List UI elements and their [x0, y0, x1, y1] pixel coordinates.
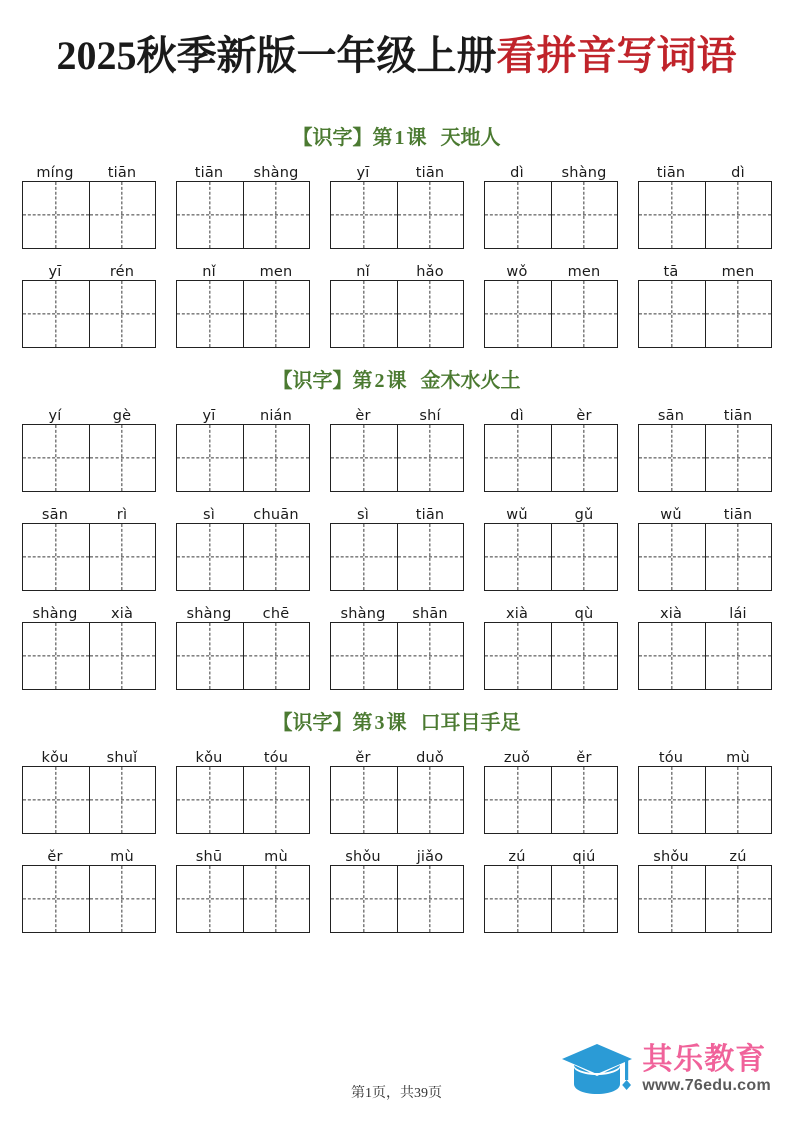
- word-item: [638, 744, 772, 834]
- tianzige-cell[interactable]: [177, 866, 243, 932]
- tianzige-cell[interactable]: [243, 182, 309, 248]
- pinyin-syllable: shàng: [186, 605, 232, 622]
- tianzige-cell[interactable]: [177, 524, 243, 590]
- pinyin-syllable: míng: [36, 164, 74, 181]
- tianzige-cell[interactable]: [89, 866, 155, 932]
- tianzige-box[interactable]: [638, 280, 772, 348]
- tianzige-box[interactable]: [638, 523, 772, 591]
- word-row: [0, 402, 793, 492]
- pinyin-syllable: shǒu: [345, 848, 381, 865]
- word-item: [484, 843, 618, 933]
- tianzige-box[interactable]: [176, 865, 310, 933]
- word-item: [22, 501, 156, 591]
- word-item: [22, 744, 156, 834]
- word-item: [22, 402, 156, 492]
- pinyin-syllable: tóu: [658, 749, 684, 766]
- pinyin-syllable: sì: [357, 506, 369, 523]
- bracket-close: 】: [332, 369, 353, 392]
- pinyin-syllable: xià: [659, 605, 683, 622]
- pinyin-syllable: kǒu: [195, 749, 223, 766]
- pinyin-pair: [22, 843, 156, 865]
- pinyin-syllable: lái: [729, 605, 747, 622]
- pinyin-pair: [22, 258, 156, 280]
- pinyin-syllable: tiān: [194, 164, 224, 181]
- section-category: 识字: [292, 369, 333, 392]
- brand-url: www.76edu.com: [642, 1076, 771, 1094]
- pinyin-pair: [22, 744, 156, 766]
- page-footer: [0, 1022, 793, 1108]
- section-heading: [0, 706, 793, 735]
- word-row: [0, 744, 793, 834]
- tianzige-box[interactable]: [330, 865, 464, 933]
- tianzige-box[interactable]: [484, 622, 618, 690]
- tianzige-cell[interactable]: [551, 281, 617, 347]
- pinyin-syllable: rì: [116, 506, 128, 523]
- tianzige-box[interactable]: [22, 766, 156, 834]
- section-heading: [0, 364, 793, 393]
- tianzige-cell[interactable]: [331, 623, 397, 689]
- tianzige-cell[interactable]: [23, 182, 89, 248]
- pinyin-syllable: gǔ: [574, 506, 594, 523]
- pinyin-syllable: tiān: [723, 407, 753, 424]
- pinyin-pair: [176, 501, 310, 523]
- pinyin-syllable: shuǐ: [106, 749, 138, 766]
- word-item: [638, 402, 772, 492]
- word-item: [330, 501, 464, 591]
- tianzige-cell[interactable]: [639, 767, 705, 833]
- tianzige-cell[interactable]: [89, 182, 155, 248]
- tianzige-box[interactable]: [176, 424, 310, 492]
- tianzige-cell[interactable]: [23, 281, 89, 347]
- word-item: [484, 744, 618, 834]
- pinyin-syllable: men: [721, 263, 755, 280]
- tianzige-cell[interactable]: [485, 623, 551, 689]
- tianzige-cell[interactable]: [639, 866, 705, 932]
- pinyin-syllable: nǐ: [202, 263, 216, 280]
- pinyin-syllable: chuān: [253, 506, 299, 523]
- pinyin-syllable: wǔ: [506, 506, 528, 523]
- tianzige-cell[interactable]: [89, 524, 155, 590]
- word-item: [22, 843, 156, 933]
- word-item: [484, 258, 618, 348]
- pinyin-pair: [176, 258, 310, 280]
- word-item: [22, 159, 156, 249]
- word-item: [176, 501, 310, 591]
- lesson-suffix: 课: [386, 711, 407, 734]
- pinyin-syllable: shǒu: [653, 848, 689, 865]
- pinyin-syllable: tiān: [723, 506, 753, 523]
- pinyin-syllable: ěr: [355, 749, 371, 766]
- pinyin-syllable: duǒ: [416, 749, 444, 766]
- pinyin-syllable: dì: [510, 164, 524, 181]
- pinyin-syllable: tiān: [415, 506, 445, 523]
- pinyin-pair: [638, 159, 772, 181]
- pinyin-syllable: yí: [48, 407, 62, 424]
- pinyin-pair: [330, 402, 464, 424]
- tianzige-cell[interactable]: [639, 425, 705, 491]
- pinyin-pair: [22, 501, 156, 523]
- word-row: [0, 159, 793, 249]
- pinyin-syllable: shàng: [340, 605, 386, 622]
- tianzige-box[interactable]: [484, 280, 618, 348]
- pinyin-syllable: tiān: [415, 164, 445, 181]
- lesson-suffix: 课: [386, 369, 407, 392]
- pinyin-syllable: zú: [729, 848, 747, 865]
- brand-logo-text: [642, 1042, 771, 1094]
- bracket-open: 【: [272, 369, 293, 392]
- tianzige-cell[interactable]: [551, 182, 617, 248]
- pinyin-pair: [638, 402, 772, 424]
- tianzige-cell[interactable]: [397, 425, 463, 491]
- word-item: [638, 258, 772, 348]
- pinyin-syllable: shàng: [253, 164, 299, 181]
- pinyin-syllable: qiú: [572, 848, 596, 865]
- tianzige-cell[interactable]: [397, 623, 463, 689]
- word-item: [484, 501, 618, 591]
- pinyin-syllable: wǒ: [506, 263, 528, 280]
- tianzige-cell[interactable]: [177, 182, 243, 248]
- pinyin-pair: [484, 744, 618, 766]
- pinyin-pair: [638, 258, 772, 280]
- pinyin-syllable: hǎo: [416, 263, 444, 280]
- section-category: 识字: [312, 126, 353, 149]
- pinyin-pair: [484, 843, 618, 865]
- pinyin-syllable: dì: [731, 164, 745, 181]
- tianzige-cell[interactable]: [89, 623, 155, 689]
- tianzige-cell[interactable]: [551, 767, 617, 833]
- pinyin-syllable: mù: [264, 848, 288, 865]
- pinyin-pair: [638, 501, 772, 523]
- tianzige-box[interactable]: [22, 523, 156, 591]
- word-item: [484, 159, 618, 249]
- tianzige-cell[interactable]: [639, 281, 705, 347]
- tianzige-cell[interactable]: [89, 425, 155, 491]
- pinyin-pair: [484, 258, 618, 280]
- pinyin-syllable: men: [567, 263, 601, 280]
- tianzige-cell[interactable]: [485, 767, 551, 833]
- pinyin-syllable: sān: [41, 506, 69, 523]
- tianzige-cell[interactable]: [243, 767, 309, 833]
- tianzige-cell[interactable]: [551, 425, 617, 491]
- pinyin-syllable: tiān: [107, 164, 137, 181]
- tianzige-box[interactable]: [484, 523, 618, 591]
- pinyin-pair: [176, 843, 310, 865]
- pinyin-syllable: èr: [355, 407, 371, 424]
- tianzige-cell[interactable]: [485, 425, 551, 491]
- pinyin-pair: [484, 600, 618, 622]
- tianzige-cell[interactable]: [243, 281, 309, 347]
- tianzige-cell[interactable]: [705, 182, 771, 248]
- word-item: [176, 258, 310, 348]
- pinyin-pair: [330, 744, 464, 766]
- pinyin-syllable: zuǒ: [503, 749, 531, 766]
- tianzige-box[interactable]: [176, 622, 310, 690]
- pinyin-syllable: sān: [657, 407, 685, 424]
- tianzige-cell[interactable]: [331, 281, 397, 347]
- pinyin-pair: [176, 159, 310, 181]
- pinyin-syllable: tóu: [263, 749, 289, 766]
- pinyin-syllable: shān: [412, 605, 448, 622]
- lesson-title: 口耳目手足: [420, 711, 521, 734]
- word-item: [638, 159, 772, 249]
- word-item: [330, 159, 464, 249]
- word-row: [0, 600, 793, 690]
- tianzige-cell[interactable]: [243, 623, 309, 689]
- tianzige-cell[interactable]: [705, 425, 771, 491]
- pinyin-syllable: ěr: [576, 749, 592, 766]
- pinyin-syllable: nián: [259, 407, 293, 424]
- lesson-prefix: 第: [352, 711, 373, 734]
- pinyin-pair: [638, 744, 772, 766]
- pinyin-syllable: yī: [202, 407, 216, 424]
- bracket-close: 】: [352, 126, 373, 149]
- word-item: [330, 402, 464, 492]
- word-item: [330, 258, 464, 348]
- tianzige-cell[interactable]: [705, 524, 771, 590]
- word-item: [484, 600, 618, 690]
- word-item: [330, 843, 464, 933]
- tianzige-cell[interactable]: [551, 623, 617, 689]
- pinyin-pair: [638, 843, 772, 865]
- tianzige-cell[interactable]: [331, 767, 397, 833]
- pinyin-pair: [176, 600, 310, 622]
- brand-logo: [560, 1040, 771, 1098]
- tianzige-box[interactable]: [638, 865, 772, 933]
- pinyin-syllable: dì: [510, 407, 524, 424]
- tianzige-cell[interactable]: [485, 524, 551, 590]
- pinyin-pair: [22, 600, 156, 622]
- pinyin-syllable: sì: [203, 506, 215, 523]
- tianzige-cell[interactable]: [485, 281, 551, 347]
- word-item: [484, 402, 618, 492]
- tianzige-cell[interactable]: [331, 182, 397, 248]
- word-item: [330, 600, 464, 690]
- tianzige-box[interactable]: [330, 424, 464, 492]
- pinyin-syllable: mù: [110, 848, 134, 865]
- tianzige-box[interactable]: [330, 766, 464, 834]
- pinyin-pair: [484, 501, 618, 523]
- pinyin-syllable: shàng: [32, 605, 78, 622]
- tianzige-box[interactable]: [484, 424, 618, 492]
- tianzige-cell[interactable]: [23, 524, 89, 590]
- pinyin-syllable: gè: [112, 407, 132, 424]
- sections-container: [0, 105, 793, 933]
- pinyin-syllable: shū: [195, 848, 223, 865]
- tianzige-box[interactable]: [484, 865, 618, 933]
- tianzige-box[interactable]: [22, 622, 156, 690]
- tianzige-box[interactable]: [176, 523, 310, 591]
- tianzige-cell[interactable]: [243, 524, 309, 590]
- section-heading: [0, 121, 793, 150]
- tianzige-cell[interactable]: [397, 767, 463, 833]
- word-item: [176, 843, 310, 933]
- word-item: [638, 843, 772, 933]
- tianzige-box[interactable]: [22, 280, 156, 348]
- page-number: 第1页，共39页: [351, 1086, 442, 1101]
- tianzige-box[interactable]: [22, 424, 156, 492]
- page-title-red: 看拼音写词语: [496, 33, 737, 78]
- pinyin-syllable: yī: [48, 263, 62, 280]
- word-item: [176, 159, 310, 249]
- pinyin-syllable: shàng: [561, 164, 607, 181]
- lesson-title: 天地人: [440, 126, 501, 149]
- tianzige-box[interactable]: [638, 622, 772, 690]
- tianzige-cell[interactable]: [23, 866, 89, 932]
- tianzige-cell[interactable]: [397, 182, 463, 248]
- lesson-prefix: 第: [372, 126, 393, 149]
- pinyin-pair: [638, 600, 772, 622]
- pinyin-pair: [330, 600, 464, 622]
- lesson-suffix: 课: [406, 126, 427, 149]
- tianzige-cell[interactable]: [551, 524, 617, 590]
- tianzige-cell[interactable]: [331, 425, 397, 491]
- pinyin-syllable: xià: [505, 605, 529, 622]
- bracket-open: 【: [272, 711, 293, 734]
- tianzige-cell[interactable]: [705, 281, 771, 347]
- tianzige-cell[interactable]: [639, 623, 705, 689]
- tianzige-box[interactable]: [176, 181, 310, 249]
- word-item: [176, 402, 310, 492]
- tianzige-cell[interactable]: [397, 866, 463, 932]
- pinyin-pair: [22, 402, 156, 424]
- tianzige-box[interactable]: [330, 523, 464, 591]
- tianzige-cell[interactable]: [551, 866, 617, 932]
- pinyin-syllable: wǔ: [660, 506, 682, 523]
- tianzige-box[interactable]: [330, 280, 464, 348]
- pinyin-syllable: kǒu: [41, 749, 69, 766]
- pinyin-pair: [330, 258, 464, 280]
- pinyin-syllable: xià: [110, 605, 134, 622]
- tianzige-box[interactable]: [22, 181, 156, 249]
- tianzige-cell[interactable]: [485, 866, 551, 932]
- tianzige-cell[interactable]: [397, 524, 463, 590]
- pinyin-syllable: jiǎo: [416, 848, 444, 865]
- tianzige-box[interactable]: [484, 181, 618, 249]
- pinyin-pair: [176, 402, 310, 424]
- tianzige-cell[interactable]: [89, 767, 155, 833]
- section-category: 识字: [292, 711, 333, 734]
- pinyin-syllable: zú: [508, 848, 526, 865]
- tianzige-cell[interactable]: [177, 623, 243, 689]
- word-item: [176, 744, 310, 834]
- lesson-number: 1: [394, 126, 405, 149]
- tianzige-cell[interactable]: [243, 866, 309, 932]
- pinyin-pair: [22, 159, 156, 181]
- tianzige-cell[interactable]: [243, 425, 309, 491]
- pinyin-syllable: yī: [356, 164, 370, 181]
- page-title: [0, 34, 793, 78]
- lesson-title: 金木水火土: [420, 369, 521, 392]
- lesson-number: 3: [374, 711, 385, 734]
- word-item: [638, 501, 772, 591]
- tianzige-cell[interactable]: [331, 524, 397, 590]
- word-item: [638, 600, 772, 690]
- tianzige-box[interactable]: [484, 766, 618, 834]
- tianzige-cell[interactable]: [639, 182, 705, 248]
- pinyin-syllable: nǐ: [356, 263, 370, 280]
- pinyin-pair: [330, 843, 464, 865]
- pinyin-syllable: shí: [419, 407, 441, 424]
- word-item: [176, 600, 310, 690]
- tianzige-cell[interactable]: [331, 866, 397, 932]
- bracket-open: 【: [292, 126, 313, 149]
- tianzige-cell[interactable]: [705, 623, 771, 689]
- bracket-close: 】: [332, 711, 353, 734]
- tianzige-cell[interactable]: [177, 425, 243, 491]
- tianzige-cell[interactable]: [705, 767, 771, 833]
- pinyin-syllable: èr: [576, 407, 592, 424]
- tianzige-cell[interactable]: [177, 281, 243, 347]
- tianzige-box[interactable]: [22, 865, 156, 933]
- tianzige-cell[interactable]: [177, 767, 243, 833]
- tianzige-cell[interactable]: [485, 182, 551, 248]
- brand-name: 其乐教育: [642, 1042, 767, 1076]
- pinyin-syllable: ěr: [47, 848, 63, 865]
- pinyin-syllable: tā: [663, 263, 679, 280]
- tianzige-box[interactable]: [638, 424, 772, 492]
- tianzige-cell[interactable]: [89, 281, 155, 347]
- pinyin-pair: [484, 159, 618, 181]
- tianzige-box[interactable]: [638, 766, 772, 834]
- tianzige-box[interactable]: [176, 766, 310, 834]
- tianzige-cell[interactable]: [23, 623, 89, 689]
- pinyin-syllable: chē: [262, 605, 290, 622]
- word-item: [22, 600, 156, 690]
- tianzige-cell[interactable]: [23, 767, 89, 833]
- word-row: [0, 501, 793, 591]
- lesson-prefix: 第: [352, 369, 373, 392]
- pinyin-syllable: tiān: [656, 164, 686, 181]
- pinyin-pair: [176, 744, 310, 766]
- tianzige-box[interactable]: [330, 181, 464, 249]
- word-row: [0, 843, 793, 933]
- tianzige-cell[interactable]: [23, 425, 89, 491]
- tianzige-box[interactable]: [330, 622, 464, 690]
- pinyin-pair: [330, 159, 464, 181]
- word-row: [0, 258, 793, 348]
- tianzige-box[interactable]: [176, 280, 310, 348]
- word-item: [22, 258, 156, 348]
- pinyin-pair: [330, 501, 464, 523]
- pinyin-syllable: rén: [109, 263, 135, 280]
- tianzige-cell[interactable]: [705, 866, 771, 932]
- pinyin-syllable: qù: [574, 605, 594, 622]
- pinyin-pair: [484, 402, 618, 424]
- pinyin-syllable: men: [259, 263, 293, 280]
- tianzige-cell[interactable]: [639, 524, 705, 590]
- pinyin-syllable: mù: [726, 749, 750, 766]
- tianzige-cell[interactable]: [397, 281, 463, 347]
- graduation-cap-icon: [560, 1040, 634, 1098]
- tianzige-box[interactable]: [638, 181, 772, 249]
- lesson-number: 2: [374, 369, 385, 392]
- word-item: [330, 744, 464, 834]
- page-title-black: 2025秋季新版一年级上册: [56, 33, 497, 78]
